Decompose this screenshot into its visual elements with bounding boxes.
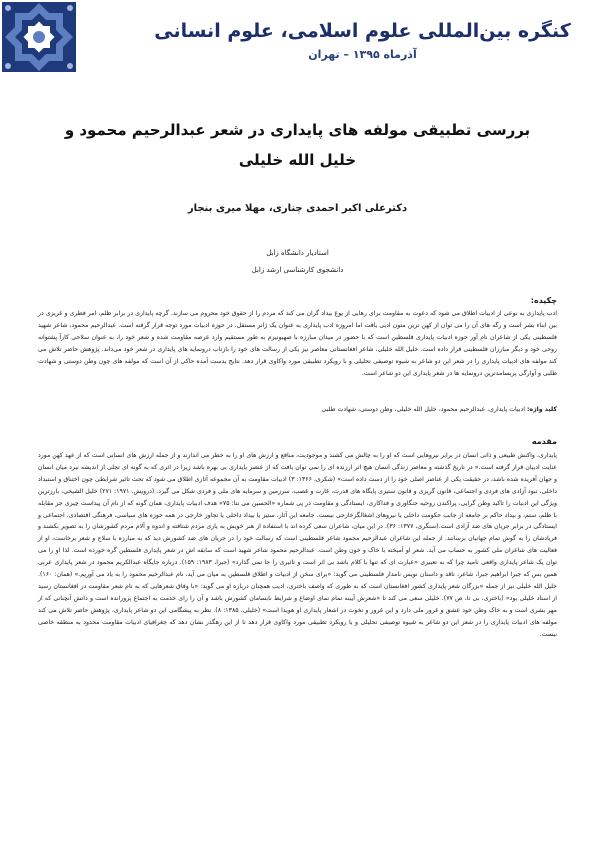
affiliation-first: استادیار دانشگاه زابل [266,249,329,257]
conference-date-place: آذرماه ۱۳۹۵ – تهران [308,48,417,61]
abstract-heading: چکیده: [530,296,557,305]
keywords-label: کلید واژه: [526,406,557,413]
conference-header [0,0,595,72]
keywords-text: ادبیات پایداری، عبدالرحیم محمود، خلیل الله خلیلی، وطن دوستی، شهادت طلبی [321,406,525,413]
conference-title: کنگره بین‌المللی علوم اسلامی، علوم انسانی [154,20,571,42]
paper-title: بررسی تطبیقی مولفه های پایداری در شعر عبدالرحیم محمود و خلیل الله خلیلی [64,121,531,169]
islamic-rosette-logo-icon [2,2,76,72]
affiliation-second: دانشجوی کارشناسی ارشد زابل [251,266,344,274]
introduction-heading: مقدمه [531,437,557,446]
paper-authors: دکترعلی اکبر احمدی چناری، مهلا میری بنجار [187,203,408,214]
introduction-text: پایداری، واکنش طبیعی و ذاتی انسان در برابر نیروهایی است که او را به چالش می کشند و موجودیت، منافع و ارزش های او را به خطر می اندازند و از جمله ارزش های انسانی است که از عهد کهن مورد عنایت ادیبان قرار گرفته است.« در تاریخ گذشته و معاصر زندگی انسان هیچ اثر ارزنده ای را نمی توان یافت که از عنصر پایداری بی بهره باشد زیرا در اثری که به گونه ای تجلی از اندیشه نبرد میان انسان و جهان آفریده شده باشد، در حقیقت یکی از عناصر اصلی خود را از دست داده است» (شکری، ۱۳۶۶: ۳) ادبیات مقاومت به آن مجموعه آثاری اطلاق می شود که تحت تاثیر شرایطی چون اختناق و استبداد داخلی، نبود آزادی های فردی و اجتماعی، قانون گریزی و قانون ستیزی پایگاه های قدرت، غارت و غصب، سرزمین و سرمایه های ملی و فردی شکل می گیرد. (درویش، ۱۹۷۱: ۲۷۱) خلیل الشیخی، بارزترین ویژگی این ادبیات را تاکید وطن گرایی، پراکندن روحیه جنگاوری و فداکاری، ایستادگی و مقاومت در پی شماره «الحسین می نتا: ۷۵» هدف ادبیات پایداری، همان گونه که از نام آن پیداست چیزی جز مقابله با ظلم، ستم، و بیداد حاکم بر جامعه از جانب حکومت داخلی یا نیروهای اشغالگرخارجی نیست. جامعه این آثار، ستیز با بیداد داخلی یا تجاوز خارجی در همه حوزه های سیاسی، فرهنگی اقتصادی، اجتماعی و ایستادگی در برابر جریان های ضد آزادی است.(سنگری، ۱۳۷۷: ۳۶). در این میان، شاعران سعی کرده اند با استفاده از هنر خویش به یاری مردم شتافته و اندوه و آلام مردم کشورشان را به تصویر بکشند و فریادشان را به گوش تمام جهانیان برسانند. از جمله این شاعران عبدالرحیم محمود شاعر فلسطینی است که رسالت خود را در جریان های ضد کشورش دید که به مبارزه با سلاح و شعر برخاست، او از فعالیت های شاعران ملی کشور به حساب می آید. شعر او آمیخته با خاک و خون وطن است. عبدالرحیم محمود شاعر شهید است که سابقه اش در شعر پایداری فلسطین گره خورده است. لذا او را می توان یک شاعر پایداری واقعی نامید چرا که به تعبیری «عبارت ای که تنها با کلام باشد بی اثر است و تاثیری را جا نمی گذارد» (جبرا، ۱۹۸۳: ۱۵۹). درباره جایگاه عبدالکریم محمود در شعر پایداری عربی همین بس که جبرا ابراهیم جبرا، شاعر، ناقد و داستان نویس نامدار فلسطینی می گوید: «برای سخن از ادبیات و اطلاق فلسطین به میان می آید، نام عبدالرحیم محمود را به یاد می آوریم.» (همان: ۱۶۰). خلیل الله خلیلی نیز از جمله «بزرگان شعر پایداری کشور افغانستان است که به طوری که واصف باختری، ادیب همچنان درباره او می گوید: «با وفاق شعرهایی که به نام شعر مقاومت در افغانستان رسید از استاد خلیلی بود» (باختری، بی تا، ص ۷۷). خلیلی سعی می کند تا «شعرش آیینه تمام نمای اوضاع و شرایط نابسامان کشورش باشد و آن را رای خدمت به اجتماع پرورانده است و دانش آنچنانی که از مهر بشری است و به خاک وطن خود عشق و غرور ملی دارد و این غرور و نخوت در اشعار پایداری او هویدا است» (خلیلی، ۱۳۸۵: ۸). نظر به پیشگامی این دو شاعر پایداری، پژوهش حاضر تلاش می کند مولفه های ادبیات پایداری را در شعر این دو شاعر به شیوه توصیفی تحلیلی و با رویکرد تطبیقی مورد واکاوی قرار دهد تا از این رهگذر نشان دهد که جغرافیای ادبیات مقاومت محدود به منطقه خاصی نیست. [38,452,557,638]
abstract-text: ادب پایداری به نوعی از ادبیات اطلاق می شود که دعوت به مقاومت برای رهایی از یوغ بیداد گران می کند که مردم را از حقوق خود محروم می سازند. گرچه پایداری در برابر ظلم، امر فطری و غریزی در بین ابناء بشر است و رگه های آن را می توان از کهن ترین متون ادبی یافت اما امروزه ادب پایداری به عنوان یک ژانر مستقل، در حوزه ادبیات مورد توجه قرار گرفته است. عبدالرحیم محمود، شاعر شهید فلسطینی یکی از شاعران نام آور حوزه ادبیات پایداری فلسطین است که با حضور در میدان مبارزه با صهیونیزم به طور مستقیم وارد عرصه مقاومت شده و شعر خود را، به عنوان سلاحی کارآ پشتوانه روحی خود و دیگر مبارزان فلسطینی قرار داده است. خلیل الله خلیلی، شاعر افغانستانی معاصر نیز یکی از رسالت های خود را بازتاب درونمایه های پایداری در شعر خود می‌داند. پژوهش حاضر تلاش می کند مولفه های ادبیات پایداری را در شعر این دو شاعر به شیوه توصیفی تحلیلی و با رویکرد تطبیقی مورد واکاوی قرار دهد. نتایج بدست آمده حاکی از آن است که مولفه های چون وطن دوستی و شهادت طلبی و آوارگی پربسامدترین درونمایه ها در شعر پایداری این دو شاعر است. [38,310,557,377]
keywords [38,404,557,415]
